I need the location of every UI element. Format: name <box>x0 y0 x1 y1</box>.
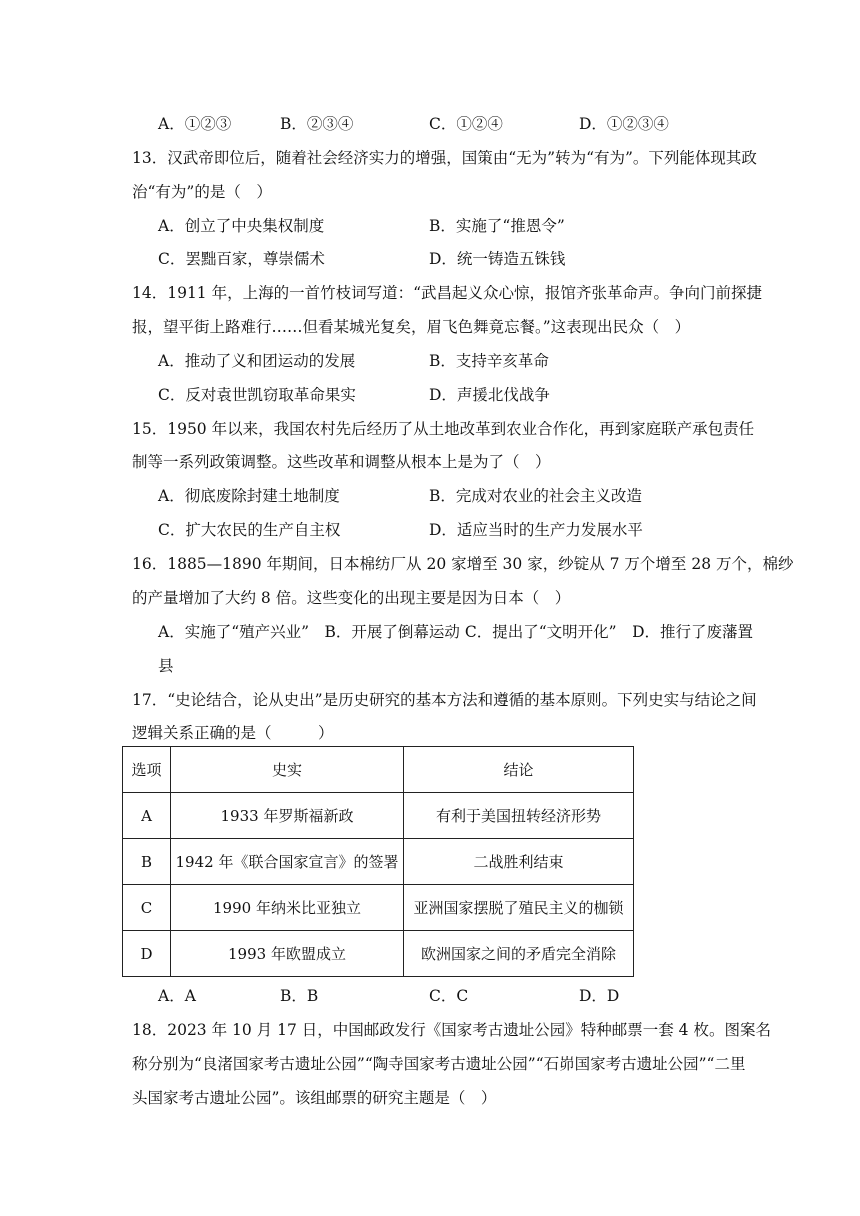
row-option: A <box>123 793 171 839</box>
row-conclusion: 欧洲国家之间的矛盾完全消除 <box>404 931 634 977</box>
q14-stem-line-1: 14．1911 年，上海的一首竹枝词写道：“武昌起义众心惊，报馆齐张革命声。争向门前探捷 <box>132 284 763 302</box>
q13-stem-line-1: 13．汉武帝即位后，随着社会经济实力的增强，国策由“无为”转为“有为”。下列能体现其政 <box>132 149 757 167</box>
q12-option-c[interactable]: C．①②④ <box>429 115 503 133</box>
q14-option-a[interactable]: A．推动了义和团运动的发展 <box>158 352 356 370</box>
q17-option-b[interactable]: B．B <box>280 987 319 1005</box>
table-row <box>123 931 634 977</box>
q16-stem-line-1: 16．1885—1890 年期间，日本棉纺厂从 20 家增至 30 家，纱锭从 7 万个增至 28 万个，棉纱 <box>132 555 794 573</box>
q16-options-line[interactable]: A．实施了“殖产兴业” B．开展了倒幕运动 C．提出了“文明开化” D．推行了废藩置 <box>158 623 753 641</box>
q14-stem-line-2: 报，望平街上路难行……但看某城光复矣，眉飞色舞竟忘餐。”这表现出民众（ ） <box>132 318 691 336</box>
row-conclusion: 二战胜利结束 <box>404 839 634 885</box>
q15-stem-line-1: 15．1950 年以来，我国农村先后经历了从土地改革到农业合作化，再到家庭联产承包责任 <box>132 420 755 438</box>
row-conclusion: 亚洲国家摆脱了殖民主义的枷锁 <box>404 885 634 931</box>
row-fact: 1990 年纳米比亚独立 <box>171 885 404 931</box>
q15-option-d[interactable]: D．适应当时的生产力发展水平 <box>429 521 643 539</box>
q18-stem-line-1: 18．2023 年 10 月 17 日，中国邮政发行《国家考古遗址公园》特种邮票一套 4 枚。图案名 <box>132 1021 771 1039</box>
q15-option-c[interactable]: C．扩大农民的生产自主权 <box>158 521 341 539</box>
q17-table <box>122 746 634 977</box>
q18-stem-line-3: 头国家考古遗址公园”。该组邮票的研究主题是（ ） <box>132 1089 497 1107</box>
q13-option-d[interactable]: D．统一铸造五铢钱 <box>429 250 566 268</box>
q16-options-wrap: 县 <box>158 657 174 675</box>
table-header-row <box>123 747 634 793</box>
q17-option-a[interactable]: A．A <box>158 987 196 1005</box>
q17-option-c[interactable]: C．C <box>429 987 469 1005</box>
q14-option-c[interactable]: C．反对袁世凯窃取革命果实 <box>158 386 356 404</box>
q15-stem-line-2: 制等一系列政策调整。这些改革和调整从根本上是为了（ ） <box>132 453 551 471</box>
row-fact: 1993 年欧盟成立 <box>171 931 404 977</box>
q13-option-a[interactable]: A．创立了中央集权制度 <box>158 217 325 235</box>
q15-option-b[interactable]: B．完成对农业的社会主义改造 <box>429 487 642 505</box>
table-row <box>123 885 634 931</box>
header-conclusion: 结论 <box>404 747 634 793</box>
q13-option-c[interactable]: C．罢黜百家，尊崇儒术 <box>158 250 325 268</box>
q18-stem-line-2: 称分别为“良渚国家考古遗址公园”“陶寺国家考古遗址公园”“石峁国家考古遗址公园”“二里 <box>132 1055 746 1073</box>
row-fact: 1933 年罗斯福新政 <box>171 793 404 839</box>
q17-option-d[interactable]: D．D <box>579 987 620 1005</box>
q14-option-d[interactable]: D．声援北伐战争 <box>429 386 550 404</box>
q17-stem-line-2: 逻辑关系正确的是（ ） <box>132 724 334 742</box>
q17-stem-line-1: 17．“史论结合，论从史出”是历史研究的基本方法和遵循的基本原则。下列史实与结论之间 <box>132 691 757 709</box>
q12-option-a[interactable]: A．①②③ <box>158 115 232 133</box>
q15-option-a[interactable]: A．彻底废除封建土地制度 <box>158 487 340 505</box>
table-row <box>123 793 634 839</box>
header-fact: 史实 <box>171 747 404 793</box>
row-option: C <box>123 885 171 931</box>
row-fact: 1942 年《联合国家宣言》的签署 <box>171 839 404 885</box>
header-option: 选项 <box>123 747 171 793</box>
q12-option-d[interactable]: D．①②③④ <box>579 115 669 133</box>
q13-stem-line-2: 治“有为”的是（ ） <box>132 183 272 201</box>
table-row <box>123 839 634 885</box>
row-option: D <box>123 931 171 977</box>
q14-option-b[interactable]: B．支持辛亥革命 <box>429 352 549 370</box>
q13-option-b[interactable]: B．实施了“推恩令” <box>429 217 565 235</box>
row-conclusion: 有利于美国扭转经济形势 <box>404 793 634 839</box>
q16-stem-line-2: 的产量增加了大约 8 倍。这些变化的出现主要是因为日本（ ） <box>132 589 571 607</box>
q12-option-b[interactable]: B．②③④ <box>280 115 354 133</box>
row-option: B <box>123 839 171 885</box>
